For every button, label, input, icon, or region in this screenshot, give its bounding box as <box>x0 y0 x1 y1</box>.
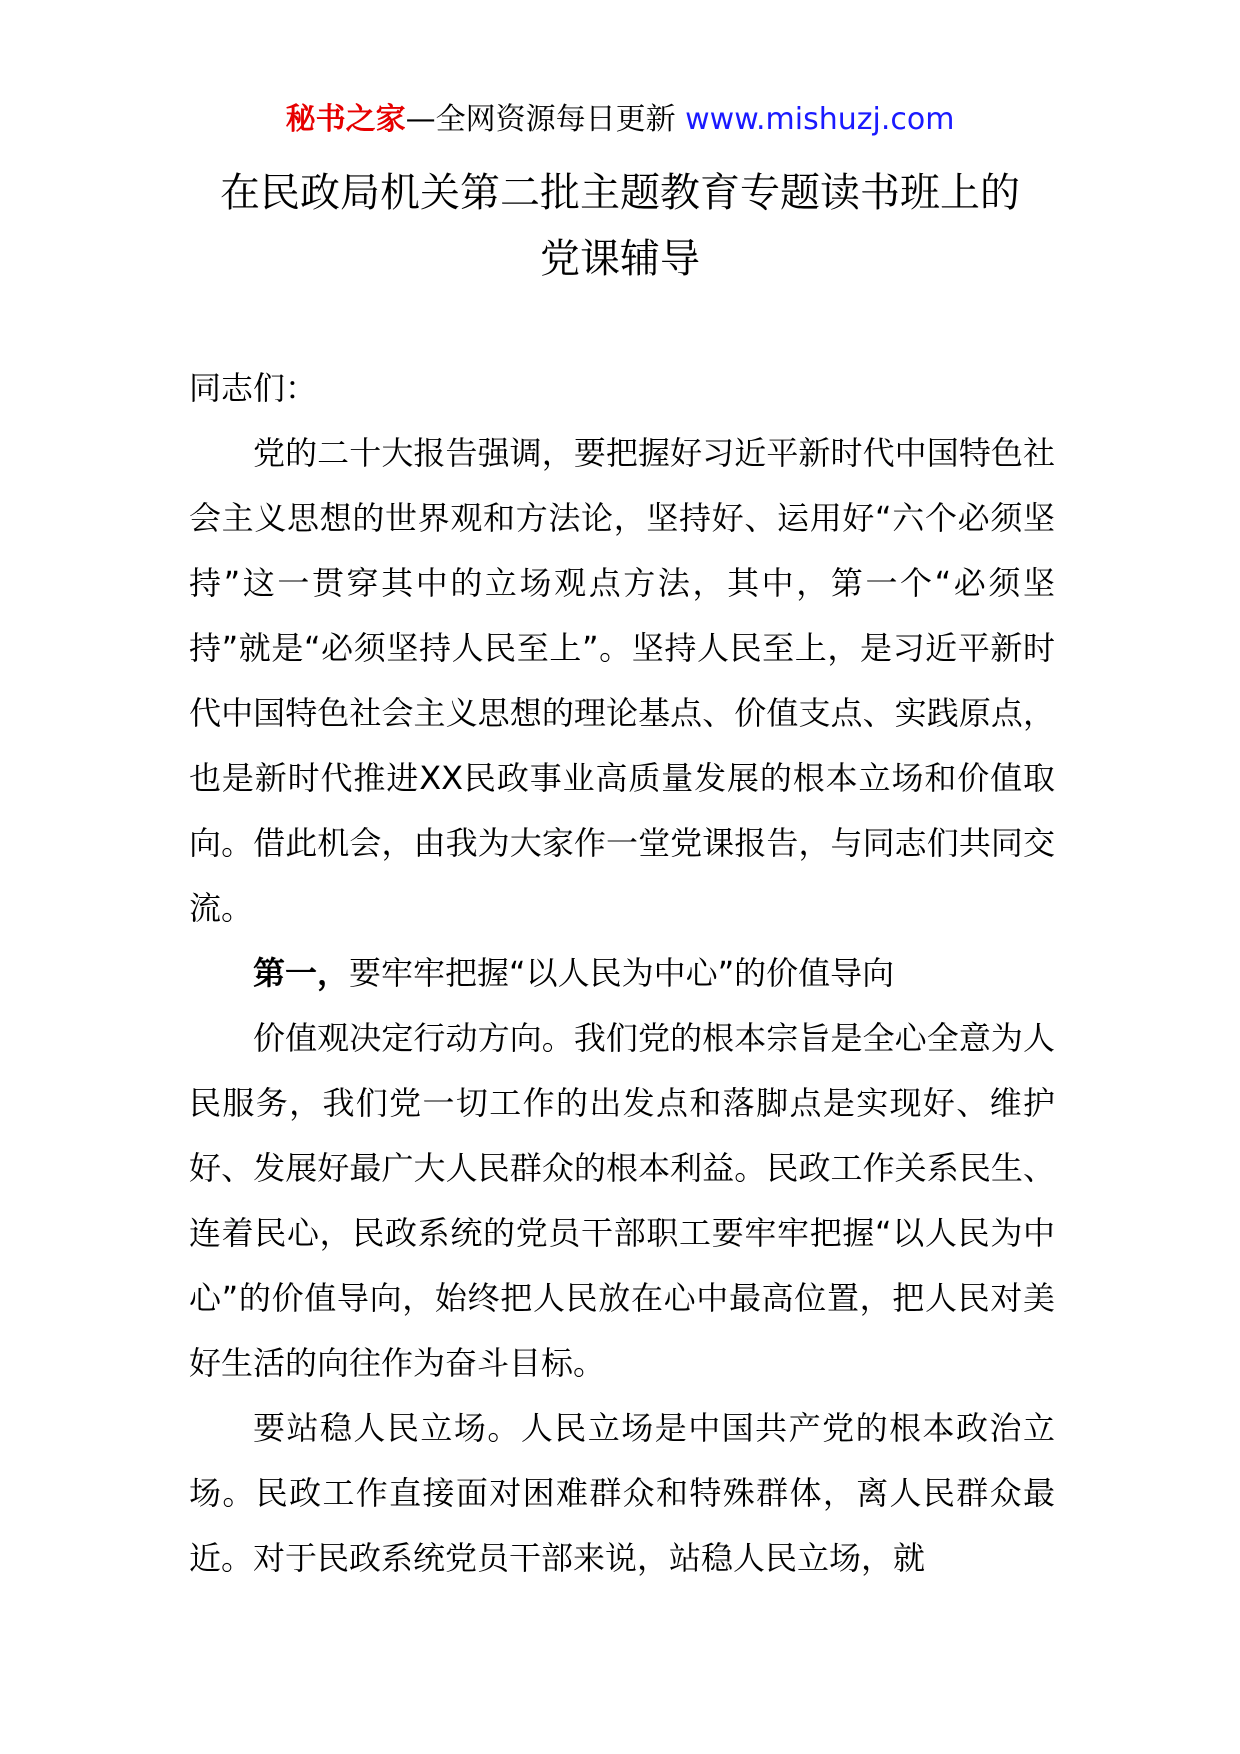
title-line-2: 党课辅导 <box>540 236 700 282</box>
document-title <box>0 160 1240 292</box>
brand-name: 秘书之家 <box>285 102 406 137</box>
site-header <box>0 100 1240 140</box>
site-url[interactable]: www.mishuzj.com <box>685 102 955 137</box>
section-heading-1 <box>189 941 1055 1006</box>
paragraph-value-orientation: 价值观决定行动方向。我们党的根本宗旨是全心全意为人民服务，我们党一切工作的出发点和落脚点是实现好、维护好、发展好最广大人民群众的根本利益。民政工作关系民生、连着民心，民政系统的党员干部职工要牢牢把握“以人民为中心”的价值导向，始终把人民放在心中最高位置，把人民对美好生活的向往作为奋斗目标。 <box>189 1019 1055 1382</box>
section-heading-lead: 第一， <box>253 954 350 992</box>
document-body <box>189 356 1055 1591</box>
paragraph-intro: 党的二十大报告强调，要把握好习近平新时代中国特色社会主义思想的世界观和方法论，坚持好、运用好“六个必须坚持”这一贯穿其中的立场观点方法，其中，第一个“必须坚持”就是“必须坚持人民至上”。坚持人民至上，是习近平新时代中国特色社会主义思想的理论基点、价值支点、实践原点，也是新时代推进XX民政事业高质量发展的根本立场和价值取向。借此机会，由我为大家作一堂党课报告，与同志们共同交流。 <box>189 434 1055 927</box>
section-heading-text: 要牢牢把握“以人民为中心”的价值导向 <box>349 954 895 992</box>
paragraph-people-stance: 要站稳人民立场。人民立场是中国共产党的根本政治立场。民政工作直接面对困难群众和特殊群体，离人民群众最近。对于民政系统党员干部来说，站稳人民立场，就 <box>189 1409 1055 1577</box>
salutation: 同志们： <box>189 369 318 407</box>
tagline: —全网资源每日更新 <box>405 102 676 137</box>
title-line-1: 在民政局机关第二批主题教育专题读书班上的 <box>220 170 1020 216</box>
